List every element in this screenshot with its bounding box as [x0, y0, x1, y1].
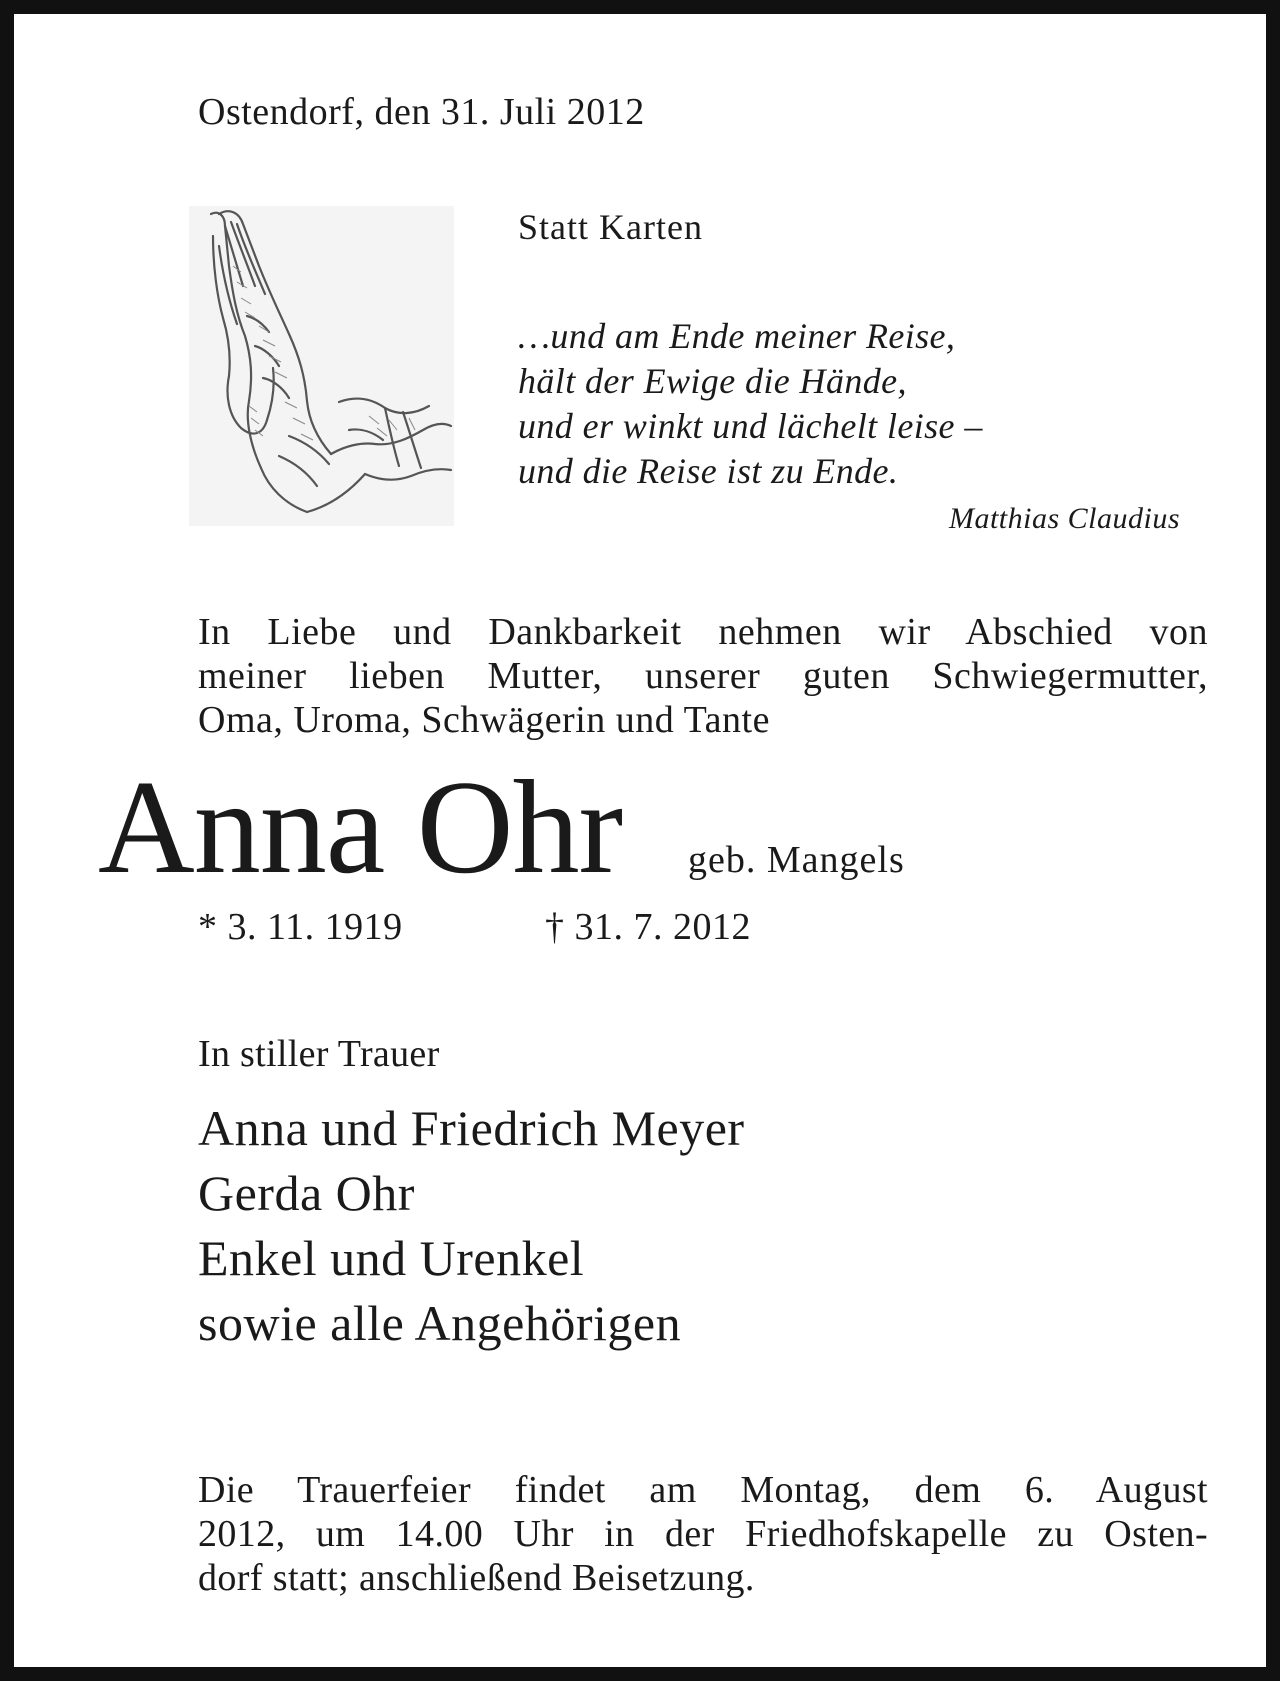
- poem-author: Matthias Claudius: [948, 502, 1180, 535]
- poem-line: und die Reise ist zu Ende.: [518, 451, 899, 491]
- poem: [518, 314, 983, 494]
- service-line: Die Trauerfeier findet am Montag, dem 6. August: [198, 1469, 1208, 1511]
- service-line: dorf statt; anschließend Beisetzung.: [198, 1557, 755, 1599]
- maiden-name: geb. Mangels: [688, 839, 905, 881]
- mourner-entry: Gerda Ohr: [198, 1165, 415, 1221]
- death-date: † 31. 7. 2012: [545, 906, 751, 948]
- poem-line: …und am Ende meiner Reise,: [518, 316, 956, 356]
- mourners-list: [198, 1096, 745, 1356]
- intro-line: In Liebe und Dankbarkeit nehmen wir Abschied von: [198, 611, 1208, 653]
- service-line: 2012, um 14.00 Uhr in der Friedhofskapelle zu Osten-: [198, 1513, 1208, 1555]
- mourner-entry: Anna und Friedrich Meyer: [198, 1100, 745, 1156]
- statt-karten: Statt Karten: [518, 207, 703, 247]
- intro-line: meiner lieben Mutter, unserer guten Schwiegermutter,: [198, 655, 1208, 697]
- intro-line: Oma, Uroma, Schwägerin und Tante: [198, 699, 770, 741]
- poem-line: und er winkt und lächelt leise –: [518, 406, 983, 446]
- praying-hands-icon: [189, 206, 454, 526]
- place-date: Ostendorf, den 31. Juli 2012: [198, 91, 645, 133]
- intro-text: [198, 610, 1208, 742]
- mourning-label: In stiller Trauer: [198, 1033, 440, 1075]
- deceased-name: Anna Ohr: [98, 753, 623, 901]
- poem-line: hält der Ewige die Hände,: [518, 361, 907, 401]
- birth-date: * 3. 11. 1919: [198, 906, 403, 948]
- mourner-entry: Enkel und Urenkel: [198, 1230, 585, 1286]
- mourner-entry: sowie alle Angehörigen: [198, 1295, 682, 1351]
- service-info: [198, 1468, 1208, 1600]
